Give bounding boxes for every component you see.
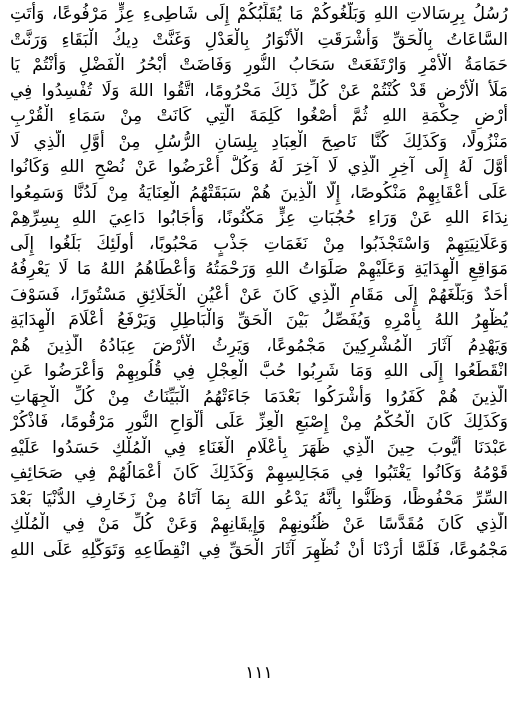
text-line: مَنْزُولًا، وَكَذَلِكَ كُنَّا نَاصِحَ الْعِبَادِ بِلِسَانِ الرُّسُلِ مِنْ أَوَّلِ الَّذِي لَا [10, 131, 508, 152]
text-line: السَّاعَاتُ بِالْحَقِّ وَأَشْرَقَتِ الْأَنْوَارُ بِالْعَدْلِ وَغَنَّتْ دِيكُ الْبَقَاءِ وَرَنَّتْ [10, 29, 508, 50]
text-line: قَوْمُهُ وَكَانُوا يَغْتَبُوا فِي مَجَالِسِهِمْ وَكَذَلِكَ كَانَ أَعْمَالُهُمْ فِي صَحَائِفِ [10, 463, 508, 483]
text-line: الَّذِينَ هُمْ كَفَرُوا وَأَشْرَكُوا بَعْدَمَا جَاءَتْهُمُ الْبَيِّنَاتُ مِنْ كُلِّ الْجِهَاتِ [10, 386, 508, 407]
text-line: حَمَامَةُ الْأَمْرِ وَارْتَفَعَتْ سَحَابُ النُّورِ وَفَاضَتْ أَبْحُرُ الْفَضْلِ وَأَنْتُمْ يَا [10, 55, 508, 75]
text-line: وَكَذَلِكَ كَانَ الْحُكْمُ مِنْ إِصْبَعِ الْعِزِّ عَلَى أَلْوَاحِ النُّورِ مَرْقُومًا، فَاذْكُرْ [10, 412, 508, 432]
text-line: عَلَى أَعْقَابِهِمْ مَنْكُوصًا، إِلَّا الَّذِينَ هُمْ سَبَقَتْهُمُ الْعِنَايَةُ مِنْ لَدُنَّا وَسَمِعُوا [10, 182, 508, 203]
text-line: أَرْضِ حِكْمَةِ اللهِ ثُمَّ أَصْغُوا كَلِمَةَ الَّتِي كَانَتْ مِنْ سَمَاءِ الْقُرْبِ [10, 106, 508, 126]
text-line: رُسُلُ بِرِسَالاتِ اللهِ وَبَلَّغُوكُمْ مَا يُقَلِّبُكُمْ إِلَى شَاطِىءِ عِزٍّ مَرْفُوعًا، وَأَتَتِ [10, 4, 508, 24]
page-number: ١١١ [245, 663, 273, 683]
text-line: انْقَطَعُوا إِلَى اللهِ وَمَا شَرِبُوا حُبَّ الْعِجْلِ فِي قُلُوبِهِمْ وَأَعْرَضُوا عَنِ [10, 361, 508, 381]
text-line: مَلَأَ الْأَرْضِ قَدْ كُنْتُمْ عَنْ كُلِّ ذَلِكَ مَحْرُومًا، اتَّقُوا اللهَ وَلَا تُفْسِدُوا فِي [10, 80, 508, 101]
text-line: أَحَدٌ وَبَلَّغَهُمْ إِلَى مَقَامِ الَّذِي كَانَ عَنْ أَعْيُنِ الْخَلَائِقِ مَسْتُورًا، فَسَوْفَ [10, 284, 508, 305]
text-line: عَبْدَنَا أَيُّوبَ حِينَ الَّذِي ظَهَرَ بِأَعْلَامِ الْغَنَاءِ فِي الْمُلْكِ حَسَدُوا عَلَيْهِ [10, 437, 508, 458]
body-text [10, 2, 508, 563]
text-line: نِدَاءَ اللهِ عَنْ وَرَاءِ حُجُبَاتِ عِزٍّ مَكْنُونًا، وَأَجَابُوا دَاعِيَ اللهِ بِسِرِّهِمْ [10, 208, 508, 228]
text-line: مَجْمُوعًا، فَلَمَّا أَرَدْنَا أَنْ نُظْهِرَ آثَارَ الْحَقِّ فِي انْقِطَاعِهِ وَتَوَكُّلِهِ عَلَى اللهِ [10, 539, 508, 560]
text-line: السِّرِّ مَحْفُوظًا، وَظَنُّوا بِأَنَّهُ يَدْعُو اللهَ بِمَا آتَاهُ مِنْ زَخَارِفِ الدُّنْيَا بَعْدَ [10, 488, 508, 509]
text-line: الَّذِي كَانَ مُقَدَّسًا عَنْ ظُنُونِهِمْ وَإِيقَانِهِمْ وَعَنْ كُلِّ مَنْ فِي الْمُلْكِ [10, 514, 508, 534]
text-line: يُظْهِرُ اللهُ بِأَمْرِهِ وَيُفَصِّلُ بَيْنَ الْحَقِّ وَالْبَاطِلِ وَيَرْفَعُ أَعْلَامَ الْهِدَايَةِ [10, 310, 508, 330]
text-line: مَوَاقِعِ الْهِدَايَةِ وَعَلَيْهِمْ صَلَوَاتُ اللهِ وَرَحْمَتُهُ وَأَعْطَاهُمُ اللهُ مَا لَا يَعْرِفُهُ [10, 259, 508, 279]
text-line: وَعَلَانِيَتِهِمْ وَاسْتَجْذَبُوا مِنْ نَغَمَاتِ جَذْبٍ مَحْبُوبًا، أُولَئِكَ بَلَغُوا إِلَى [10, 233, 508, 254]
text-line: أَوَّلَ لَهُ إِلَى آخِرِ الَّذِي لَا آخِرَ لَهُ وَكُلٌّ أَعْرَضُوا عَنْ نُصْحِ اللهِ وَكَانُوا [10, 157, 508, 177]
text-line: وَيَهْدِمُ آثَارَ الْمُشْرِكِينَ مَجْمُوعًا، وَيَرِثُ الْأَرْضَ عِبَادُهُ الَّذِينَ هُمْ [10, 335, 508, 356]
